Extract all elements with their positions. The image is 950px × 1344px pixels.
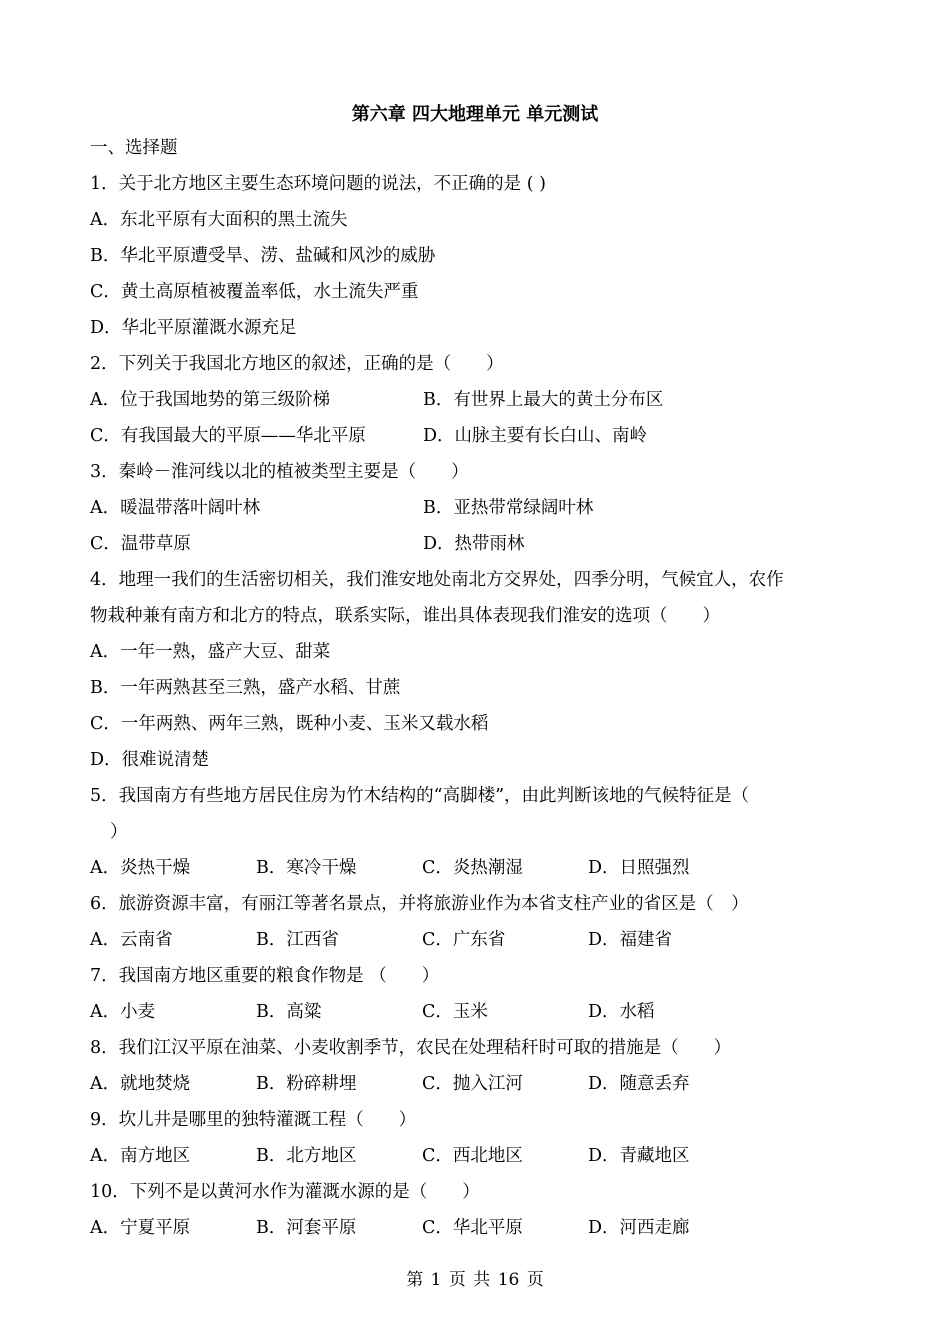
option-row (90, 490, 860, 526)
answer-option: C．黄土高原植被覆盖率低，水土流失严重 (90, 282, 419, 302)
answer-option: C．温带草原 (90, 534, 191, 554)
answer-option: A．一年一熟，盛产大豆、甜菜 (90, 642, 331, 662)
option-row (90, 418, 860, 454)
answer-option: C．炎热潮湿 (422, 858, 523, 878)
option-row (90, 1066, 860, 1102)
answer-option: D．山脉主要有长白山、南岭 (423, 426, 648, 446)
answer-option: D．河西走廊 (588, 1218, 690, 1238)
option-row (90, 994, 860, 1030)
answer-option: A．南方地区 (90, 1146, 191, 1166)
question-stem: 3．秦岭－淮河线以北的植被类型主要是（ ） (90, 462, 469, 482)
answer-option: B．亚热带常绿阔叶林 (423, 498, 594, 518)
answer-option: B．北方地区 (256, 1146, 357, 1166)
answer-option: B．江西省 (256, 930, 339, 950)
answer-option: A．炎热干燥 (90, 858, 191, 878)
option-row (90, 382, 860, 418)
option-row (90, 922, 860, 958)
question-stem: 7．我国南方地区重要的粮食作物是 （ ） (90, 966, 440, 986)
option-row (90, 1138, 860, 1174)
answer-option: D．华北平原灌溉水源充足 (90, 318, 297, 338)
answer-option: D．热带雨林 (423, 534, 525, 554)
answer-option: D．随意丢弃 (588, 1074, 690, 1094)
page-footer: 第 1 页 共 16 页 (406, 1270, 544, 1290)
answer-option: C．玉米 (422, 1002, 488, 1022)
answer-option: D．日照强烈 (588, 858, 690, 878)
document-body (90, 130, 860, 1246)
answer-option: D．很难说清楚 (90, 750, 210, 770)
answer-option: B．一年两熟甚至三熟，盛产水稻、甘蔗 (90, 678, 401, 698)
question-stem: 1．关于北方地区主要生态环境问题的说法，不正确的是 ( ) (90, 174, 546, 194)
answer-option: C．华北平原 (422, 1218, 523, 1238)
answer-option: A．云南省 (90, 930, 173, 950)
answer-option: C．一年两熟、两年三熟，既种小麦、玉米又载水稻 (90, 714, 489, 734)
answer-option: B．粉碎耕埋 (256, 1074, 357, 1094)
answer-option: A．暖温带落叶阔叶林 (90, 498, 261, 518)
answer-option: C．有我国最大的平原——华北平原 (90, 426, 366, 446)
section-heading: 一、选择题 (90, 138, 178, 158)
answer-option: B．高粱 (256, 1002, 322, 1022)
question-stem: 9．坎儿井是哪里的独特灌溉工程（ ） (90, 1110, 417, 1130)
question-stem: 5．我国南方有些地方居民住房为竹木结构的“高脚楼”，由此判断该地的气候特征是（ (90, 786, 750, 806)
question-stem: 10．下列不是以黄河水作为灌溉水源的是（ ） (90, 1182, 480, 1202)
answer-option: B．有世界上最大的黄土分布区 (423, 390, 664, 410)
question-stem: 6．旅游资源丰富，有丽江等著名景点，并将旅游业作为本省支柱产业的省区是（ ） (90, 894, 749, 914)
option-row (90, 850, 860, 886)
answer-option: A．宁夏平原 (90, 1218, 191, 1238)
option-row (90, 526, 860, 562)
answer-option: B．河套平原 (256, 1218, 357, 1238)
question-stem: 4．地理一我们的生活密切相关，我们淮安地处南北方交界处，四季分明，气候宜人，农作 (90, 570, 784, 590)
answer-option: D．水稻 (588, 1002, 655, 1022)
answer-option: A．东北平原有大面积的黑土流失 (90, 210, 348, 230)
answer-option: D．青藏地区 (588, 1146, 690, 1166)
question-stem-continued: ） (110, 822, 128, 842)
answer-option: D．福建省 (588, 930, 673, 950)
page-title: 第六章 四大地理单元 单元测试 (351, 104, 599, 125)
question-stem: 8．我们江汉平原在油菜、小麦收割季节，农民在处理秸秆时可取的措施是（ ） (90, 1038, 732, 1058)
answer-option: C．西北地区 (422, 1146, 523, 1166)
answer-option: B．寒冷干燥 (256, 858, 357, 878)
answer-option: B．华北平原遭受旱、涝、盐碱和风沙的威胁 (90, 246, 436, 266)
answer-option: A．就地焚烧 (90, 1074, 191, 1094)
answer-option: A．小麦 (90, 1002, 156, 1022)
answer-option: C．广东省 (422, 930, 506, 950)
question-stem: 2．下列关于我国北方地区的叙述，正确的是（ ） (90, 354, 504, 374)
answer-option: C．抛入江河 (422, 1074, 523, 1094)
answer-option: A．位于我国地势的第三级阶梯 (90, 390, 331, 410)
option-row (90, 1210, 860, 1246)
question-stem-continued: 物栽种兼有南方和北方的特点，联系实际，谁出具体表现我们淮安的选项（ ） (90, 606, 720, 626)
